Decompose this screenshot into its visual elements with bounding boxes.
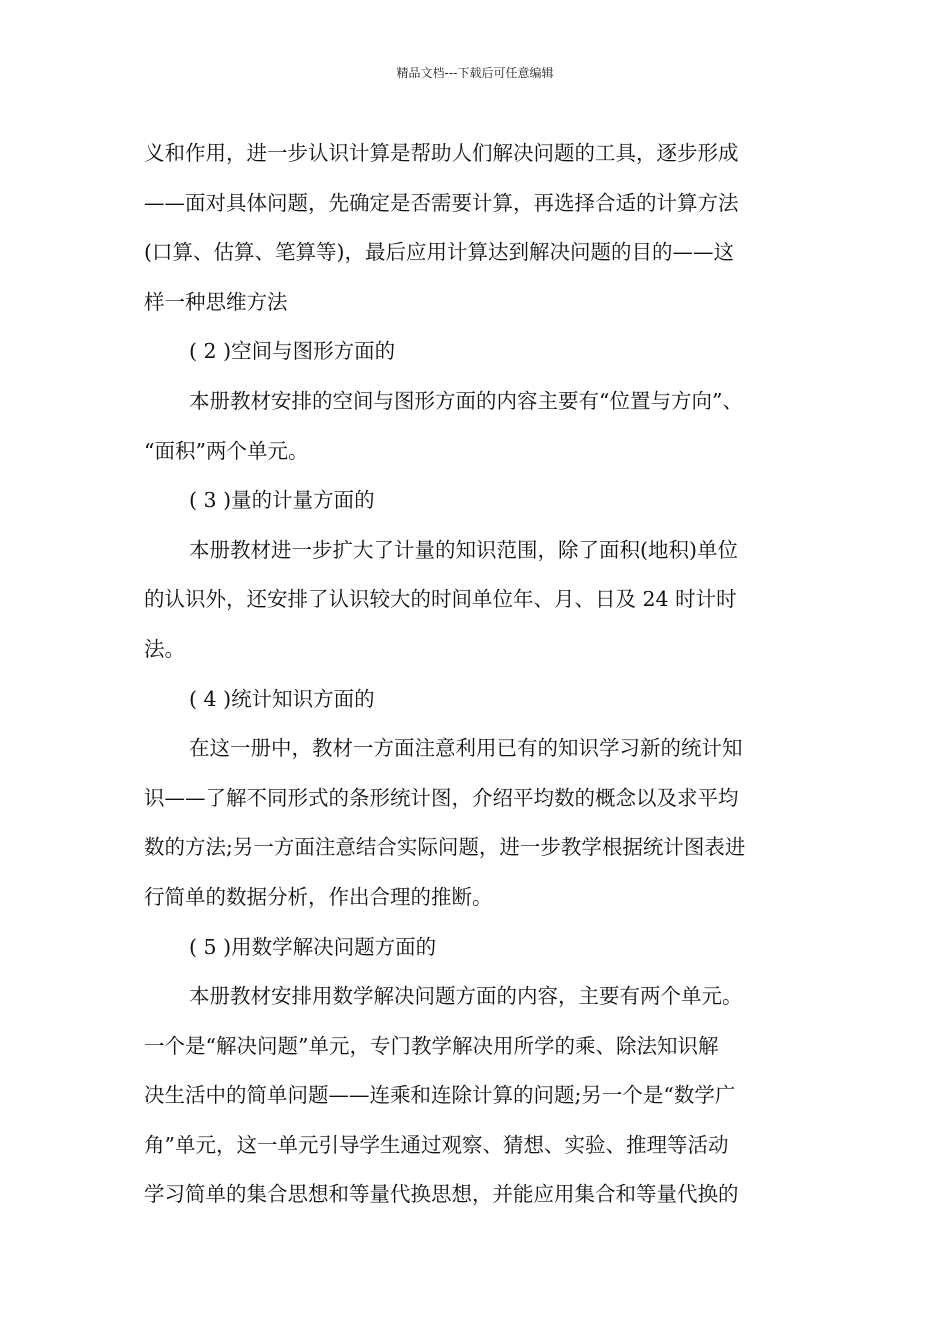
section-heading: ( 3 )量的计量方面的 [189,488,375,513]
page-header: 精品文档---下载后可任意编辑 [396,66,554,80]
text-line: 数的方法;另一方面注意结合实际问题，进一步教学根据统计图表进 [144,835,746,860]
text-line: 的认识外，还安排了认识较大的时间单位年、月、日及 24 时计时 [144,587,737,612]
text-line: “面积”两个单元。 [144,438,309,463]
text-line: 本册教材进一步扩大了计量的知识范围，除了面积(地积)单位 [189,537,738,562]
text-line: 角”单元，这一单元引导学生通过观察、猜想、实验、推理等活动 [144,1132,729,1157]
text-line: 识——了解不同形式的条形统计图，介绍平均数的概念以及求平均 [144,785,739,810]
text-line: 行简单的数据分析，作出合理的推断。 [144,884,493,909]
section-heading: ( 4 )统计知识方面的 [189,686,375,711]
text-line: 在这一册中，教材一方面注意利用已有的知识学习新的统计知 [189,736,743,761]
section-heading: ( 5 )用数学解决问题方面的 [189,934,437,959]
document-body [144,133,806,1224]
text-line: 义和作用，进一步认识计算是帮助人们解决问题的工具，逐步形成 [144,141,739,165]
section-heading: ( 2 )空间与图形方面的 [189,339,396,364]
text-line: 样一种思维方法 [144,289,288,314]
text-line: 学习简单的集合思想和等量代换思想，并能应用集合和等量代换的 [144,1182,739,1207]
text-line: 本册教材安排的空间与图形方面的内容主要有“位置与方向”、 [189,388,743,413]
text-line: 法。 [144,636,185,661]
text-line: 决生活中的简单问题——连乘和连除计算的问题;另一个是“数学广 [144,1083,736,1108]
text-line: 本册教材安排用数学解决问题方面的内容，主要有两个单元。 [189,984,743,1009]
text-line: ——面对具体问题，先确定是否需要计算，再选择合适的计算方法 [144,190,739,215]
text-line: (口算、估算、笔算等)，最后应用计算达到解决问题的目的——这 [144,240,734,265]
text-line: 一个是“解决问题”单元，专门教学解决用所学的乘、除法知识解 [144,1033,719,1058]
